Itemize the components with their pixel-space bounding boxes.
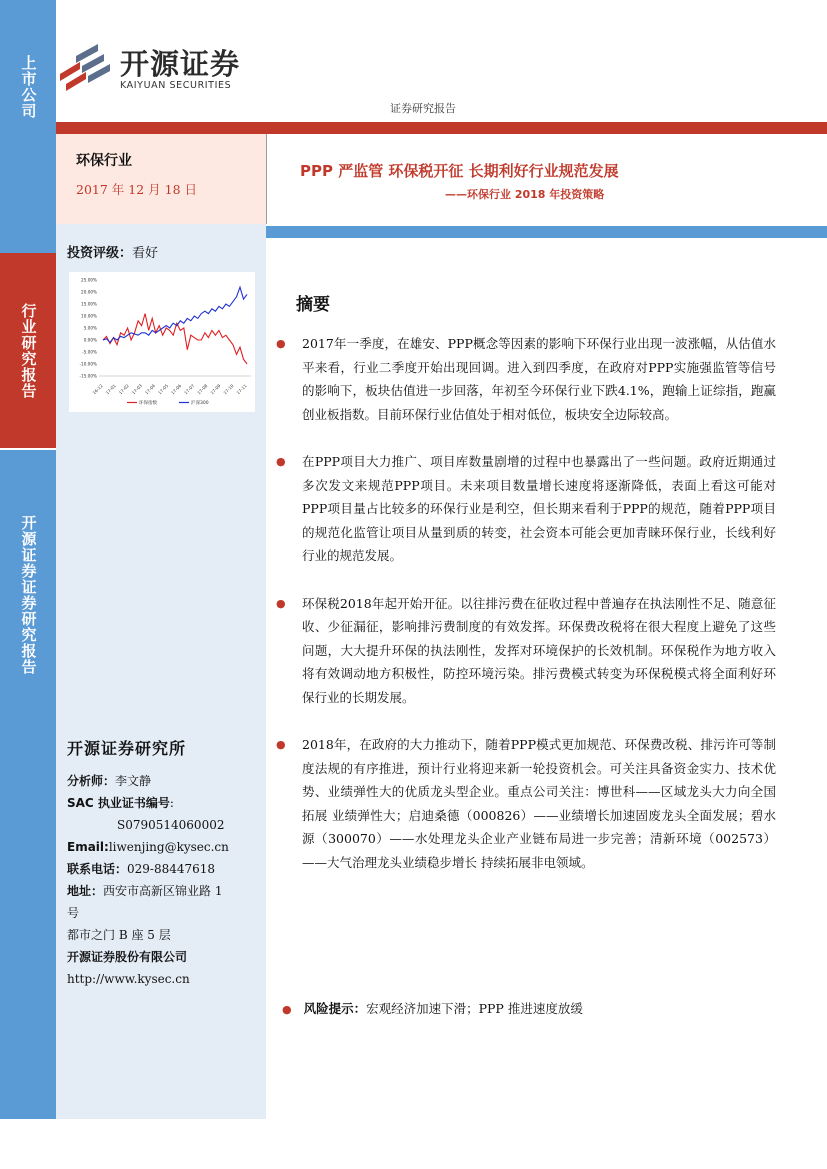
legend-entry: 环保指数 <box>139 401 157 406</box>
institute-name: 开源证券研究所 <box>67 739 187 758</box>
analyst-label: 分析师： <box>67 774 116 788</box>
y-tick-label: 0.00% <box>83 337 97 343</box>
y-tick-label: 5.00% <box>83 325 97 331</box>
rating-label: 投资评级： <box>67 246 133 261</box>
x-tick-label: 17-04 <box>143 383 157 396</box>
report-subtitle: ——环保行业 2018 年投资策略 <box>445 188 605 201</box>
summary-bullets <box>276 332 776 898</box>
address-line-2: 号 <box>67 906 80 920</box>
phone-value: 029-88447618 <box>127 862 216 876</box>
summary-bullet-1: ● 2017年一季度，在雄安、PPP概念等因素的影响下环保行业出现一波涨幅，从估值水平来看，行业二季度开始出现回调。进入到四季度，在政府对PPP实施强监管等信号的影响下，板块估值进一步回落，年初至今环保行业下跌4.1%，跑输上证综指，跑赢创业板指数。目前环保行业估值处于相对低位，板块安全边际较高。 <box>276 332 776 426</box>
y-tick-label: 15.00% <box>81 301 97 307</box>
address-line-3: 都市之门 B 座 5 层 <box>67 928 171 942</box>
company-logo <box>58 44 240 94</box>
logo-name-en: KAIYUAN SECURITIES <box>120 79 232 91</box>
x-tick-label: 17-03 <box>130 383 143 396</box>
performance-chart-svg <box>69 272 255 412</box>
report-date: 2017 年 12 月 18 日 <box>76 182 197 197</box>
summary-bullet-4: ● 2018年，在政府的大力推动下，随着PPP模式更加规范、环保费改税、排污许可等制度法规的有序推进，预计行业将迎来新一轮投资机会。可关注具备资金实力、技术优势、业绩弹性大的优质龙头型企业。重点公司关注：博世科——区域龙头大力向全国拓展 业绩弹性大；启迪桑德（000826）——业绩增长加速固废龙头全面发展；碧水源（300070）——水处理龙头企业产业链布局进一步完善；清新环境（002573）——大气治理龙头业绩稳步增长 持续拓展非电领域。 <box>276 733 776 874</box>
sidebar-label-listed-company: 上市公司 <box>19 54 38 119</box>
x-tick-label: 17-09 <box>209 383 222 396</box>
risk-warning <box>282 998 583 1021</box>
sidebar-strip-top <box>0 0 56 253</box>
performance-chart <box>69 272 255 412</box>
header-industry-box <box>56 134 266 224</box>
kaiyuan-logo-icon <box>58 44 114 94</box>
risk-text: 宏观经济加速下滑；PPP 推进速度放缓 <box>366 1001 583 1016</box>
y-tick-label: 25.00% <box>81 277 97 283</box>
rating-value: 看好 <box>132 246 159 261</box>
sac-number: S0790514060002 <box>117 818 225 832</box>
company-name: 开源证券股份有限公司 <box>67 950 188 964</box>
x-tick-label: 17-08 <box>196 383 209 396</box>
risk-label: 风险提示： <box>303 1001 367 1016</box>
y-tick-label: -15.00% <box>79 373 97 379</box>
header-red-bar <box>56 122 827 134</box>
series-line-环保指数 <box>103 314 247 364</box>
email-label: Email: <box>67 840 109 854</box>
report-type: 证券研究报告 <box>390 102 456 115</box>
address-label: 地址： <box>67 884 104 898</box>
rating-blue-bar <box>266 226 827 238</box>
sidebar-label-securities-report: 开源证券证券研究报告 <box>19 514 38 675</box>
logo-name-cn: 开源证券 <box>120 46 241 81</box>
investment-rating <box>67 242 158 261</box>
y-tick-label: 10.00% <box>81 313 97 319</box>
address-line-1: 西安市高新区锦业路 1 <box>103 884 223 898</box>
legend-entry: 沪深300 <box>191 401 209 406</box>
company-website[interactable]: http://www.kysec.cn <box>67 972 190 986</box>
y-tick-label: 20.00% <box>81 289 97 295</box>
summary-heading: 摘要 <box>296 295 330 315</box>
email-value[interactable]: liwenjing@kysec.cn <box>108 840 229 854</box>
x-tick-label: 17-10 <box>222 383 235 396</box>
x-tick-label: 17-06 <box>170 383 183 396</box>
x-tick-label: 17-05 <box>157 383 170 396</box>
sidebar-label-industry-report: 行业研究报告 <box>19 302 38 399</box>
summary-bullet-2: ● 在PPP项目大力推广、项目库数量剧增的过程中也暴露出了一些问题。政府近期通过多次发文来规范PPP项目。未来项目数量增长速度将逐渐降低，表面上看这可能对PPP项目量占比较多的环保行业是利空，但长期来看利于PPP的规范，随着PPP项目的规范化监管让项目从量到质的转变，社会资本可能会更加青睐环保行业，长线利好行业的规范发展。 <box>276 450 776 568</box>
sac-colon: : <box>169 796 174 810</box>
header-divider <box>266 134 267 224</box>
sac-label: SAC 执业证书编号 <box>67 796 170 810</box>
x-tick-label: 17-02 <box>117 383 130 396</box>
analyst-info <box>67 770 263 990</box>
industry-name: 环保行业 <box>76 153 132 169</box>
x-tick-label: 17-11 <box>235 383 248 396</box>
report-title: PPP 严监管 环保税开征 长期利好行业规范发展 <box>300 162 619 180</box>
sidebar-strip-bottom <box>0 450 56 1119</box>
summary-bullet-3: ● 环保税2018年起开始开征。以往排污费在征收过程中普遍存在执法刚性不足、随意征收、少征漏征，影响排污费制度的有效发挥。环保费改税将在很大程度上避免了这些问题，大大提升环保的执法刚性，发挥对环境保护的长效机制。环保税作为地方收入将有效调动地方积极性，防控环境污染。排污费模式转变为环保税模式将全面利好环保行业的长期发展。 <box>276 592 776 710</box>
x-tick-label: 17-01 <box>104 383 117 396</box>
sidebar-strip-mid <box>0 253 56 448</box>
analyst-name: 李文静 <box>115 774 152 788</box>
y-tick-label: -10.00% <box>79 361 97 367</box>
x-tick-label: 16-12 <box>91 383 104 396</box>
y-tick-label: -5.00% <box>82 349 97 355</box>
x-tick-label: 17-07 <box>183 383 196 396</box>
phone-label: 联系电话： <box>67 862 128 876</box>
